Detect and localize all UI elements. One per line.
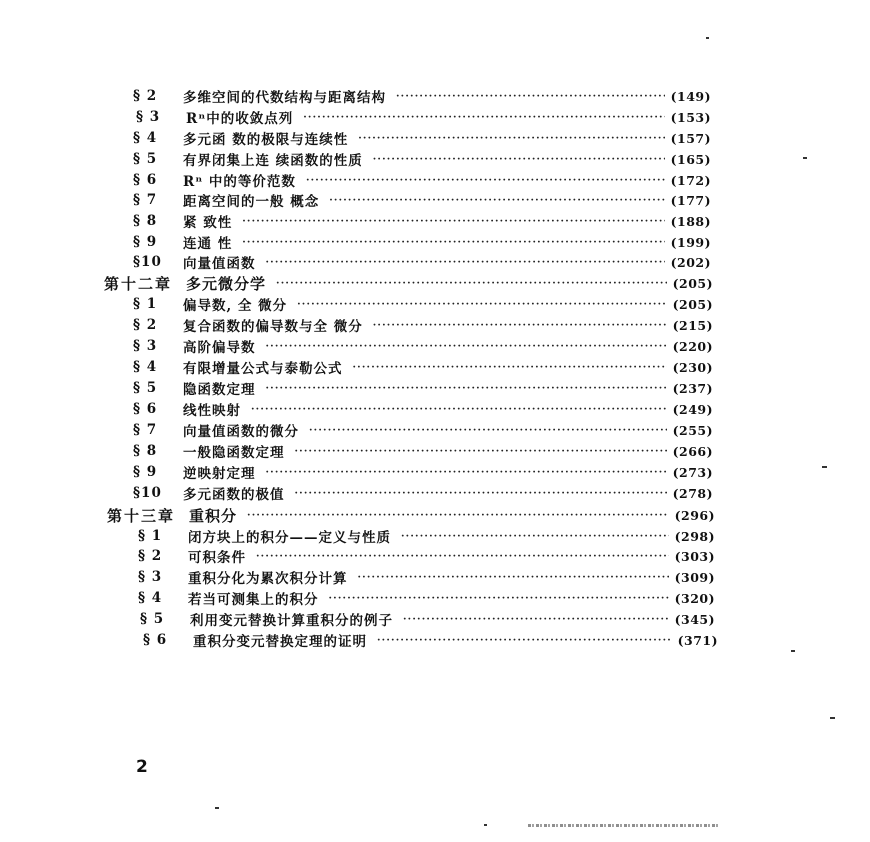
section-title: Rⁿ中的收敛点列: [186, 111, 294, 127]
section-title: 重积分变元替换定理的证明: [193, 634, 367, 650]
toc-entry: [140, 609, 715, 629]
page-ref: (309): [674, 569, 715, 585]
leader-dots: [295, 446, 667, 457]
leader-dots: [266, 467, 667, 478]
chapter-title: 多元微分学: [186, 274, 267, 293]
toc-entry: [138, 526, 715, 546]
scan-speck: [803, 157, 807, 159]
section-title: 一般隐函数定理: [183, 445, 285, 461]
section-number: § 5: [140, 611, 165, 627]
leader-dots: [306, 175, 665, 186]
page-ref: (320): [674, 590, 715, 606]
leader-dots: [401, 531, 669, 542]
section-title: 线性映射: [183, 403, 241, 419]
leader-dots: [295, 488, 667, 499]
page-ref: (177): [670, 192, 711, 208]
toc-entry: [138, 588, 715, 608]
section-number: § 5: [133, 380, 158, 396]
toc-entry: [133, 252, 711, 272]
scan-speck: [830, 717, 835, 719]
page-ref: (205): [672, 296, 713, 312]
chapter-number: 第十二章: [104, 274, 173, 293]
section-number: § 8: [133, 443, 158, 459]
section-title: 多元函数的极值: [183, 487, 285, 503]
section-title: 紧 致性: [183, 215, 233, 231]
page-ref: (296): [674, 507, 715, 523]
toc-entry: [133, 232, 711, 252]
section-title: 若当可测集上的积分: [188, 592, 319, 608]
toc-entry: [133, 399, 713, 419]
toc-entry: [133, 211, 711, 231]
leader-dots: [373, 320, 667, 331]
leader-dots: [377, 635, 672, 646]
toc-entry: [133, 149, 711, 169]
page-ref: (237): [672, 380, 713, 396]
section-title: 向量值函数: [183, 256, 256, 272]
section-title: 闭方块上的积分——定义与性质: [188, 530, 391, 546]
toc-entry: [133, 336, 713, 356]
page-ref: (215): [672, 317, 713, 333]
leader-dots: [256, 551, 669, 562]
leader-dots: [358, 133, 664, 144]
page-ref: (278): [672, 485, 713, 501]
leader-dots: [276, 278, 667, 289]
leader-dots: [329, 195, 664, 206]
page-ref: (202): [670, 254, 711, 270]
scan-smudge: [528, 824, 720, 827]
section-title: 逆映射定理: [183, 466, 256, 482]
toc-entry: [133, 86, 711, 106]
section-number: § 9: [133, 464, 158, 480]
scan-speck: [791, 650, 795, 652]
section-number: § 4: [133, 359, 158, 375]
toc-entry: [133, 441, 713, 461]
chapter-title: 重积分: [189, 506, 238, 525]
section-number: § 7: [133, 192, 158, 208]
leader-dots: [242, 216, 664, 227]
section-number: § 8: [133, 213, 158, 229]
chapter-number: 第十三章: [107, 506, 176, 525]
page-ref: (273): [672, 464, 713, 480]
section-number: § 2: [133, 88, 158, 104]
page-ref: (255): [672, 422, 713, 438]
section-number: § 5: [133, 151, 158, 167]
toc-entry: [133, 357, 713, 377]
leader-dots: [303, 112, 664, 123]
section-title: 距离空间的一般 概念: [183, 194, 320, 210]
leader-dots: [266, 341, 667, 352]
page-ref: (220): [672, 338, 713, 354]
leader-dots: [358, 572, 669, 583]
scan-speck: [706, 37, 709, 39]
section-number: § 7: [133, 422, 158, 438]
leader-dots: [396, 91, 665, 102]
section-title: 复合函数的偏导数与全 微分: [183, 319, 363, 335]
toc-entry: [133, 483, 713, 503]
scan-speck: [484, 824, 487, 826]
section-number: § 6: [133, 172, 158, 188]
toc-entry: [133, 128, 711, 148]
section-number: §10: [133, 485, 162, 501]
page-ref: (157): [670, 130, 711, 146]
page-ref: (230): [672, 359, 713, 375]
section-number: § 3: [133, 338, 158, 354]
section-number: § 4: [138, 590, 163, 606]
leader-dots: [247, 510, 669, 521]
page-ref: (165): [670, 151, 711, 167]
section-title: 利用变元替换计算重积分的例子: [190, 613, 393, 629]
scan-speck: [822, 466, 827, 468]
leader-dots: [373, 154, 665, 165]
section-title: 向量值函数的微分: [183, 424, 299, 440]
page-ref: (266): [672, 443, 713, 459]
toc-entry: [136, 107, 711, 127]
section-number: § 1: [138, 528, 163, 544]
section-title: 有界闭集上连 续函数的性质: [183, 153, 363, 169]
toc-entry: [133, 378, 713, 398]
leader-dots: [266, 383, 667, 394]
section-number: § 6: [133, 401, 158, 417]
section-title: 偏导数, 全 微分: [183, 298, 288, 314]
section-number: § 3: [136, 109, 161, 125]
toc-entry: [133, 190, 711, 210]
section-number: § 9: [133, 234, 158, 250]
page-ref: (172): [670, 172, 711, 188]
section-number: § 2: [133, 317, 158, 333]
section-title: Rⁿ 中的等价范数: [183, 174, 296, 190]
leader-dots: [251, 404, 667, 415]
section-title: 连通 性: [183, 236, 233, 252]
page-ref: (199): [670, 234, 711, 250]
section-title: 多维空间的代数结构与距离结构: [183, 90, 386, 106]
toc-entry: [133, 315, 713, 335]
page-ref: (249): [672, 401, 713, 417]
page-ref: (371): [677, 632, 718, 648]
page-ref: (153): [670, 109, 711, 125]
leader-dots: [266, 257, 665, 268]
section-number: § 1: [133, 296, 158, 312]
toc-entry: [133, 420, 713, 440]
toc-chapter: [104, 273, 713, 293]
section-number: § 4: [133, 130, 158, 146]
page-ref: (188): [670, 213, 711, 229]
section-number: §10: [133, 254, 162, 270]
section-title: 高阶偏导数: [183, 340, 256, 356]
page-number: 2: [136, 757, 148, 777]
section-title: 多元函 数的极限与连续性: [183, 132, 349, 148]
page-ref: (298): [674, 528, 715, 544]
toc-entry: [138, 546, 715, 566]
section-title: 隐函数定理: [183, 382, 256, 398]
section-title: 重积分化为累次积分计算: [188, 571, 348, 587]
page-ref: (205): [672, 275, 713, 291]
page-ref: (345): [674, 611, 715, 627]
leader-dots: [403, 614, 669, 625]
leader-dots: [329, 593, 669, 604]
section-number: § 3: [138, 569, 163, 585]
page-ref: (303): [674, 548, 715, 564]
scan-speck: [215, 807, 219, 809]
section-number: § 2: [138, 548, 163, 564]
section-number: § 6: [143, 632, 168, 648]
section-title: 可积条件: [188, 550, 246, 566]
page-ref: (149): [670, 88, 711, 104]
toc-chapter: [107, 505, 715, 525]
leader-dots: [353, 362, 667, 373]
toc-entry: [138, 567, 715, 587]
toc-entry: [133, 294, 713, 314]
toc-entry: [143, 630, 718, 650]
toc-entry: [133, 170, 711, 190]
toc-entry: [133, 462, 713, 482]
leader-dots: [297, 299, 666, 310]
section-title: 有限增量公式与泰勒公式: [183, 361, 343, 377]
leader-dots: [242, 237, 664, 248]
leader-dots: [309, 425, 667, 436]
